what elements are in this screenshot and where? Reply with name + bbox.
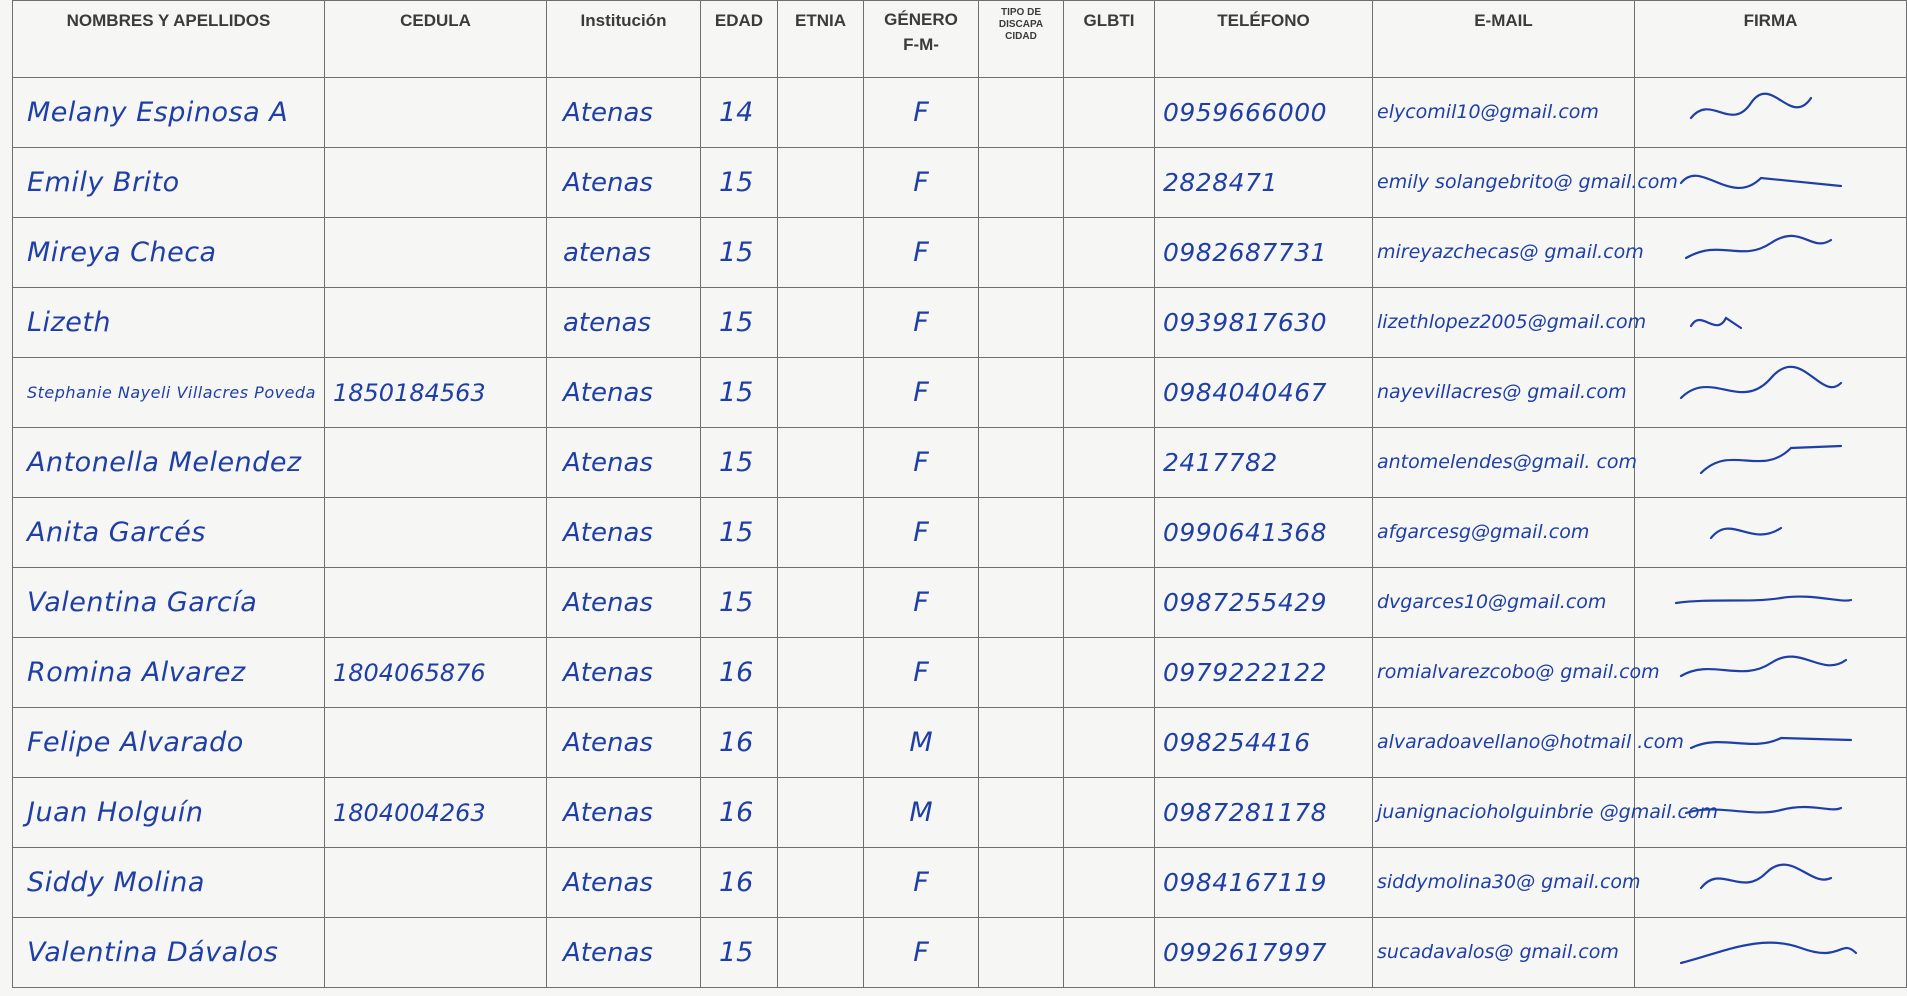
glbti-cell <box>1064 778 1155 848</box>
discapacidad-cell <box>979 148 1064 218</box>
email-cell: emily solangebrito@ gmail.com <box>1373 148 1635 218</box>
col-header-etnia: ETNIA <box>778 1 864 78</box>
discapacidad-cell <box>979 638 1064 708</box>
table-row <box>13 428 1907 498</box>
genero-cell: F <box>864 498 979 568</box>
email-cell: sucadavalos@ gmail.com <box>1373 918 1635 988</box>
table-row <box>13 358 1907 428</box>
col-header-edad: EDAD <box>701 1 778 78</box>
glbti-cell <box>1064 358 1155 428</box>
signature-cell <box>1635 848 1907 918</box>
etnia-cell <box>778 148 864 218</box>
discap-line-2: DISCAPA <box>998 19 1044 30</box>
etnia-cell <box>778 498 864 568</box>
institucion-cell: Atenas <box>547 918 701 988</box>
telefono-cell: 0982687731 <box>1155 218 1373 288</box>
col-header-institucion: Institución <box>547 1 701 78</box>
cedula-cell: 1804004263 <box>325 778 547 848</box>
email-cell: afgarcesg@gmail.com <box>1373 498 1635 568</box>
table-row <box>13 778 1907 848</box>
telefono-cell: 0987281178 <box>1155 778 1373 848</box>
glbti-cell <box>1064 148 1155 218</box>
signature-cell <box>1635 498 1907 568</box>
institucion-cell: atenas <box>547 218 701 288</box>
edad-cell: 15 <box>701 358 778 428</box>
discapacidad-cell <box>979 848 1064 918</box>
name-cell: Mireya Checa <box>13 218 325 288</box>
email-cell: dvgarces10@gmail.com <box>1373 568 1635 638</box>
table-row <box>13 918 1907 988</box>
signature-scribble <box>1671 578 1871 628</box>
edad-cell: 15 <box>701 918 778 988</box>
signature-scribble <box>1671 508 1871 558</box>
discapacidad-cell <box>979 918 1064 988</box>
registration-table <box>12 0 1907 988</box>
signature-scribble <box>1671 298 1871 348</box>
cedula-cell: 1850184563 <box>325 358 547 428</box>
glbti-cell <box>1064 498 1155 568</box>
discapacidad-cell <box>979 358 1064 428</box>
cedula-cell <box>325 218 547 288</box>
etnia-cell <box>778 708 864 778</box>
email-cell: romialvarezcobo@ gmail.com <box>1373 638 1635 708</box>
institucion-cell: Atenas <box>547 428 701 498</box>
cedula-cell <box>325 708 547 778</box>
genero-cell: F <box>864 918 979 988</box>
signature-cell <box>1635 918 1907 988</box>
email-cell: juanignacioholguinbrie @gmail.com <box>1373 778 1635 848</box>
edad-cell: 15 <box>701 568 778 638</box>
col-header-name: NOMBRES Y APELLIDOS <box>13 1 325 78</box>
telefono-cell: 0939817630 <box>1155 288 1373 358</box>
col-header-telefono: TELÉFONO <box>1155 1 1373 78</box>
telefono-cell: 0987255429 <box>1155 568 1373 638</box>
name-cell: Juan Holguín <box>13 778 325 848</box>
col-header-discapacidad <box>979 1 1064 78</box>
discapacidad-cell <box>979 568 1064 638</box>
telefono-cell: 2828471 <box>1155 148 1373 218</box>
table-row <box>13 568 1907 638</box>
signature-scribble <box>1671 928 1871 978</box>
genero-cell: F <box>864 428 979 498</box>
email-cell: antomelendes@gmail. com <box>1373 428 1635 498</box>
email-cell: alvaradoavellano@hotmail .com <box>1373 708 1635 778</box>
edad-cell: 16 <box>701 778 778 848</box>
discapacidad-cell <box>979 218 1064 288</box>
name-cell: Stephanie Nayeli Villacres Poveda <box>13 358 325 428</box>
signature-scribble <box>1671 438 1871 488</box>
name-cell: Valentina García <box>13 568 325 638</box>
institucion-cell: atenas <box>547 288 701 358</box>
col-header-firma: FIRMA <box>1635 1 1907 78</box>
edad-cell: 15 <box>701 148 778 218</box>
etnia-cell <box>778 778 864 848</box>
genero-cell: M <box>864 708 979 778</box>
telefono-cell: 2417782 <box>1155 428 1373 498</box>
glbti-cell <box>1064 918 1155 988</box>
glbti-cell <box>1064 568 1155 638</box>
telefono-cell: 0990641368 <box>1155 498 1373 568</box>
etnia-cell <box>778 568 864 638</box>
name-cell: Valentina Dávalos <box>13 918 325 988</box>
telefono-cell: 098254416 <box>1155 708 1373 778</box>
edad-cell: 15 <box>701 498 778 568</box>
table-row <box>13 78 1907 148</box>
email-cell: siddymolina30@ gmail.com <box>1373 848 1635 918</box>
etnia-cell <box>778 848 864 918</box>
etnia-cell <box>778 218 864 288</box>
name-cell: Anita Garcés <box>13 498 325 568</box>
genero-cell: F <box>864 848 979 918</box>
signature-scribble <box>1671 158 1871 208</box>
table-row <box>13 288 1907 358</box>
name-cell: Melany Espinosa A <box>13 78 325 148</box>
etnia-cell <box>778 358 864 428</box>
telefono-cell: 0959666000 <box>1155 78 1373 148</box>
edad-cell: 16 <box>701 638 778 708</box>
signature-cell <box>1635 428 1907 498</box>
etnia-cell <box>778 918 864 988</box>
genero-cell: F <box>864 568 979 638</box>
institucion-cell: Atenas <box>547 498 701 568</box>
table-row <box>13 218 1907 288</box>
genero-cell: F <box>864 638 979 708</box>
institucion-cell: Atenas <box>547 708 701 778</box>
signature-cell <box>1635 568 1907 638</box>
institucion-cell: Atenas <box>547 358 701 428</box>
etnia-cell <box>778 638 864 708</box>
signature-scribble <box>1671 228 1871 278</box>
cedula-cell <box>325 428 547 498</box>
discap-line-3: CIDAD <box>1005 31 1037 42</box>
genero-cell: F <box>864 218 979 288</box>
discap-line-1: TIPO DE <box>1000 7 1041 18</box>
table-row <box>13 498 1907 568</box>
name-cell: Romina Alvarez <box>13 638 325 708</box>
edad-cell: 16 <box>701 848 778 918</box>
edad-cell: 15 <box>701 428 778 498</box>
genero-cell: F <box>864 78 979 148</box>
name-cell: Siddy Molina <box>13 848 325 918</box>
signature-cell <box>1635 358 1907 428</box>
discapacidad-cell <box>979 708 1064 778</box>
signature-cell <box>1635 78 1907 148</box>
discapacidad-cell <box>979 428 1064 498</box>
genero-cell: F <box>864 148 979 218</box>
table-body <box>13 78 1907 988</box>
institucion-cell: Atenas <box>547 568 701 638</box>
edad-cell: 15 <box>701 218 778 288</box>
genero-cell: F <box>864 288 979 358</box>
edad-cell: 16 <box>701 708 778 778</box>
table-row <box>13 148 1907 218</box>
email-cell: nayevillacres@ gmail.com <box>1373 358 1635 428</box>
telefono-cell: 0984167119 <box>1155 848 1373 918</box>
genero-cell: F <box>864 358 979 428</box>
cedula-cell <box>325 498 547 568</box>
col-header-cedula: CEDULA <box>325 1 547 78</box>
cedula-cell <box>325 288 547 358</box>
cedula-cell <box>325 568 547 638</box>
institucion-cell: Atenas <box>547 148 701 218</box>
glbti-cell <box>1064 288 1155 358</box>
institucion-cell: Atenas <box>547 638 701 708</box>
telefono-cell: 0984040467 <box>1155 358 1373 428</box>
cedula-cell: 1804065876 <box>325 638 547 708</box>
signature-cell <box>1635 218 1907 288</box>
col-header-email: E-MAIL <box>1373 1 1635 78</box>
col-header-glbti: GLBTI <box>1064 1 1155 78</box>
institucion-cell: Atenas <box>547 778 701 848</box>
edad-cell: 14 <box>701 78 778 148</box>
institucion-cell: Atenas <box>547 78 701 148</box>
email-cell: elycomil10@gmail.com <box>1373 78 1635 148</box>
glbti-cell <box>1064 428 1155 498</box>
discapacidad-cell <box>979 778 1064 848</box>
name-cell: Emily Brito <box>13 148 325 218</box>
glbti-cell <box>1064 848 1155 918</box>
email-cell: lizethlopez2005@gmail.com <box>1373 288 1635 358</box>
table-row <box>13 848 1907 918</box>
institucion-cell: Atenas <box>547 848 701 918</box>
etnia-cell <box>778 288 864 358</box>
signature-scribble <box>1671 858 1871 908</box>
email-cell: mireyazchecas@ gmail.com <box>1373 218 1635 288</box>
cedula-cell <box>325 148 547 218</box>
cedula-cell <box>325 848 547 918</box>
col-header-genero <box>864 1 979 78</box>
telefono-cell: 0979222122 <box>1155 638 1373 708</box>
discapacidad-cell <box>979 78 1064 148</box>
signature-scribble <box>1671 648 1871 698</box>
signature-scribble <box>1671 368 1871 418</box>
discapacidad-cell <box>979 288 1064 358</box>
table-row <box>13 638 1907 708</box>
discapacidad-cell <box>979 498 1064 568</box>
glbti-cell <box>1064 708 1155 778</box>
glbti-cell <box>1064 218 1155 288</box>
name-cell: Felipe Alvarado <box>13 708 325 778</box>
cedula-cell <box>325 918 547 988</box>
glbti-cell <box>1064 638 1155 708</box>
header-row <box>13 1 1907 78</box>
telefono-cell: 0992617997 <box>1155 918 1373 988</box>
name-cell: Lizeth <box>13 288 325 358</box>
name-cell: Antonella Melendez <box>13 428 325 498</box>
glbti-cell <box>1064 78 1155 148</box>
edad-cell: 15 <box>701 288 778 358</box>
cedula-cell <box>325 78 547 148</box>
signature-scribble <box>1671 718 1871 768</box>
signature-cell <box>1635 288 1907 358</box>
genero-cell: M <box>864 778 979 848</box>
etnia-cell <box>778 428 864 498</box>
genero-line-1: GÉNERO <box>884 10 958 29</box>
table-row <box>13 708 1907 778</box>
signature-scribble <box>1671 88 1871 138</box>
signature-cell <box>1635 638 1907 708</box>
genero-line-2: F-M- <box>903 35 939 54</box>
etnia-cell <box>778 78 864 148</box>
